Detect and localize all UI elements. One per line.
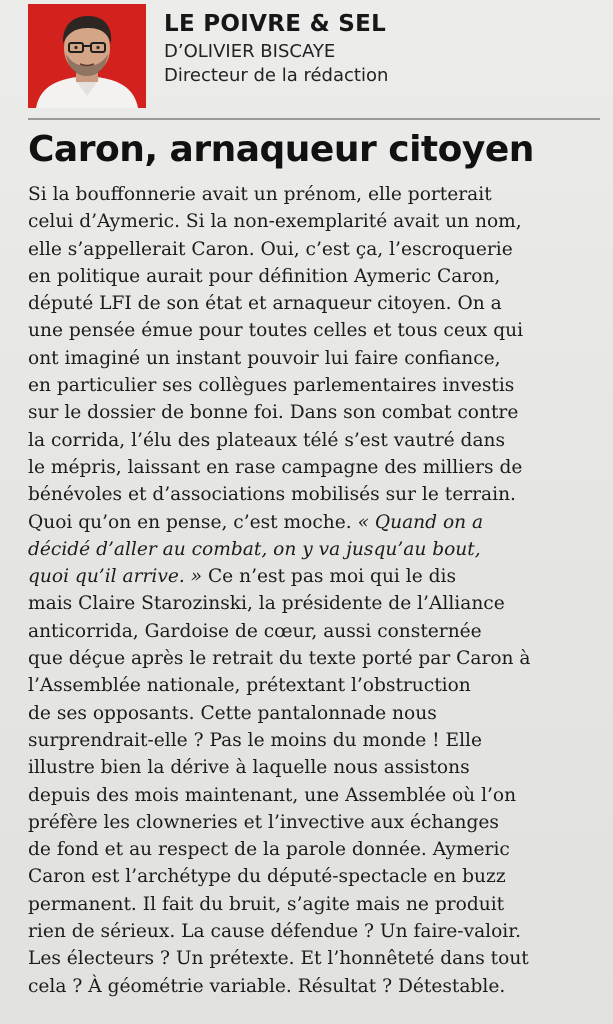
column-header-text	[164, 10, 604, 88]
body-line	[28, 809, 608, 836]
body-line	[28, 891, 608, 918]
body-line	[28, 454, 608, 481]
body-line	[28, 700, 608, 727]
body-line	[28, 973, 608, 1000]
body-line	[28, 236, 608, 263]
body-line	[28, 863, 608, 890]
body-text: illustre bien la dérive à laquelle nous assistons	[28, 757, 470, 779]
body-line	[28, 509, 608, 536]
body-text: anticorrida, Gardoise de cœur, aussi consternée	[28, 620, 482, 642]
author-role: Directeur de la rédaction	[164, 65, 389, 86]
body-line	[28, 672, 608, 699]
body-text: depuis des mois maintenant, une Assemblée où l’on	[28, 784, 517, 806]
body-text: Si la bouffonnerie avait un prénom, elle porterait	[28, 184, 492, 205]
body-line	[28, 945, 608, 972]
author-portrait	[28, 4, 146, 108]
body-line	[28, 590, 608, 617]
body-text: l’Assemblée nationale, prétextant l’obstruction	[28, 675, 471, 697]
body-line	[28, 618, 608, 645]
body-line	[28, 727, 608, 754]
quote-text: décidé d’aller au combat, on y va jusqu’au bout,	[28, 538, 481, 560]
body-line	[28, 372, 608, 399]
body-line	[28, 208, 608, 235]
body-line	[28, 290, 608, 317]
body-text: en particulier ses collègues parlementaires investis	[28, 375, 515, 397]
author-photo	[28, 4, 146, 108]
body-line	[28, 645, 608, 672]
body-line	[28, 836, 608, 863]
body-line	[28, 782, 608, 809]
column-rubric: LE POIVRE & SEL	[164, 11, 387, 37]
body-text: elle s’appellerait Caron. Oui, c’est ça, l’escroquerie	[28, 238, 513, 260]
body-text: la corrida, l’élu des plateaux télé s’est vautré dans	[28, 429, 506, 451]
body-text: député LFI de son état et arnaqueur citoyen. On a	[28, 293, 502, 315]
body-text: Les électeurs ? Un prétexte. Et l’honnêteté dans tout	[28, 948, 529, 970]
body-text: préfère les clowneries et l’invective aux échanges	[28, 811, 499, 833]
body-line	[28, 317, 608, 344]
body-text: cela ? À géométrie variable. Résultat ? Détestable.	[28, 975, 506, 997]
body-line	[28, 345, 608, 372]
body-text: sur le dossier de bonne foi. Dans son combat contre	[28, 402, 519, 424]
body-line	[28, 427, 608, 454]
quote-text: quoi qu’il arrive. »	[28, 566, 203, 588]
body-line	[28, 918, 608, 945]
body-text: surprendrait-elle ? Pas le moins du monde ! Elle	[28, 729, 482, 751]
body-line	[28, 263, 608, 290]
body-line	[28, 399, 608, 426]
quote-text: « Quand on a	[357, 511, 484, 533]
body-line	[28, 754, 608, 781]
article-body	[28, 181, 608, 1000]
body-line	[28, 181, 608, 208]
body-text: une pensée émue pour toutes celles et tous ceux qui	[28, 320, 524, 342]
body-text: rien de sérieux. La cause défendue ? Un faire-valoir.	[28, 921, 521, 943]
body-text: celui d’Aymeric. Si la non-exemplarité avait un nom,	[28, 211, 522, 233]
body-line	[28, 536, 608, 563]
body-text: bénévoles et d’associations mobilisés sur le terrain.	[28, 484, 516, 506]
article-headline: Caron, arnaqueur citoyen	[28, 129, 534, 170]
body-text: le mépris, laissant en rase campagne des milliers de	[28, 456, 523, 478]
body-line	[28, 481, 608, 508]
body-text: de ses opposants. Cette pantalonnade nous	[28, 702, 437, 724]
body-text: que déçue après le retrait du texte porté par Caron à	[28, 648, 531, 670]
body-text: en politique aurait pour définition Aymeric Caron,	[28, 265, 501, 287]
column-header	[28, 4, 608, 108]
author-name: D’OLIVIER BISCAYE	[164, 41, 336, 62]
body-text: de fond et au respect de la parole donnée. Aymeric	[28, 839, 510, 861]
body-text: ont imaginé un instant pouvoir lui faire confiance,	[28, 347, 501, 369]
body-text: Quoi qu’on en pense, c’est moche.	[28, 511, 358, 533]
header-divider	[28, 118, 600, 120]
body-text: mais Claire Starozinski, la présidente de l’Alliance	[28, 593, 505, 615]
body-text: Caron est l’archétype du député-spectacle en buzz	[28, 866, 506, 888]
body-text: Ce n’est pas moi qui le dis	[202, 566, 457, 588]
body-text: permanent. Il fait du bruit, s’agite mais ne produit	[28, 893, 505, 915]
body-line	[28, 563, 608, 590]
